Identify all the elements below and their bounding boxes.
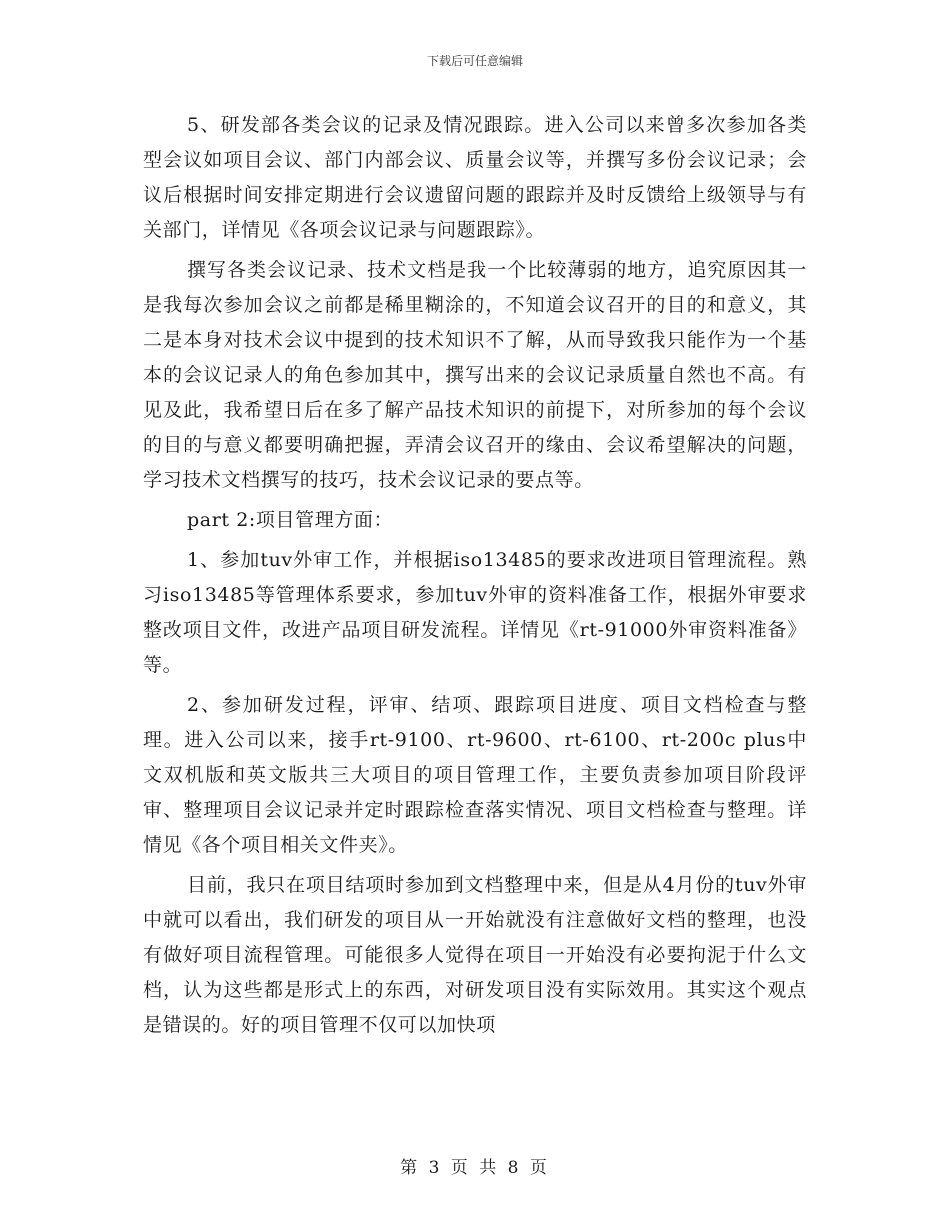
page-number: 第 3 页 共 8 页	[400, 1158, 550, 1178]
paragraph-project-review: 2、参加研发过程，评审、结项、跟踪项目进度、项目文档检查与整理。进入公司以来，接手rt-9100、rt-9600、rt-6100、rt-200c plus中文双机版和英文版共三大项目的项目管理工作，主要负责参加项目阶段评审、整理项目会议记录并定时跟踪检查落实情况、项目文档检查与整理。详情见《各个项目相关文件夹》。	[143, 694, 807, 856]
paragraph-meeting-records: 5、研发部各类会议的记录及情况跟踪。进入公司以来曾多次参加各类型会议如项目会议、部门内部会议、质量会议等，并撰写多份会议记录；会议后根据时间安排定期进行会议遗留问题的跟踪并及时反馈给上级领导与有关部门，详情见《各项会议记录与问题跟踪》。	[143, 114, 807, 241]
page-header: 下载后可任意编辑	[426, 54, 523, 68]
paragraph-weakness-reflection: 撰写各类会议记录、技术文档是我一个比较薄弱的地方，追究原因其一是我每次参加会议之前都是稀里糊涂的，不知道会议召开的目的和意义，其二是本身对技术会议中提到的技术知识不了解，从而导致我只能作为一个基本的会议记录人的角色参加其中，撰写出来的会议记录质量自然也不高。有见及此，我希望日后在多了解产品技术知识的前提下，对所参加的每个会议的目的与意义都要明确把握，弄清会议召开的缘由、会议希望解决的问题，学习技术文档撰写的技巧，技术会议记录的要点等。	[143, 259, 807, 491]
paragraph-current-status: 目前，我只在项目结项时参加到文档整理中来，但是从4月份的tuv外审中就可以看出，我们研发的项目从一开始就没有注意做好文档的整理，也没有做好项目流程管理。可能很多人觉得在项目一开始没有必要拘泥于什么文档，认为这些都是形式上的东西，对研发项目没有实际效用。其实这个观点是错误的。好的项目管理不仅可以加快项	[143, 874, 807, 1036]
paragraph-tuv-audit: 1、参加tuv外审工作，并根据iso13485的要求改进项目管理流程。熟习iso13485等管理体系要求，参加tuv外审的资料准备工作，根据外审要求整改项目文件，改进产品项目研发流程。详情见《rt-91000外审资料准备》等。	[143, 549, 807, 676]
document-body	[143, 108, 807, 1048]
section-heading-project-management: part 2:项目管理方面：	[187, 509, 394, 531]
